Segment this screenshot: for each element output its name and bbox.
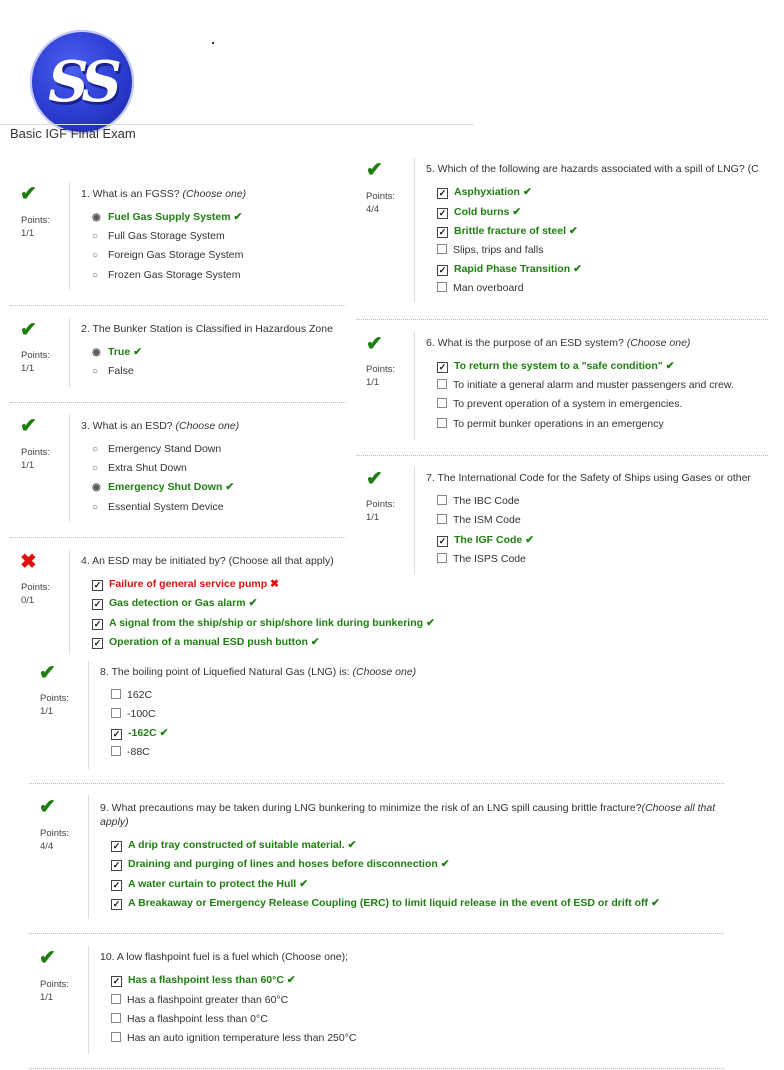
incorrect-x-icon: ✖	[20, 551, 37, 573]
correct-mark-icon: ✔	[440, 858, 450, 870]
incorrect-mark-icon: ✖	[270, 578, 279, 590]
points-value: 4/4	[40, 841, 54, 852]
radio-icon: ○	[92, 502, 99, 513]
divider	[414, 158, 415, 302]
points	[366, 190, 395, 216]
divider	[69, 550, 70, 654]
checkbox-icon	[437, 495, 447, 505]
separator	[10, 305, 346, 307]
q9-option-1[interactable]: ✓ A drip tray constructed of suitable material. ✔	[112, 839, 357, 851]
q3-option-3[interactable]: ◉ Emergency Shut Down ✔	[92, 481, 235, 493]
divider	[414, 332, 415, 440]
separator	[10, 537, 346, 539]
divider	[88, 946, 89, 1054]
points-label: Points:	[366, 191, 396, 202]
checkbox-icon	[437, 418, 447, 428]
q8-option-4[interactable]: -88C	[111, 745, 150, 759]
correct-mark-icon: ✔	[525, 534, 535, 546]
q3-option-2[interactable]: ○ Extra Shut Down	[92, 462, 187, 474]
points-label: Points:	[40, 979, 70, 990]
radio-selected-icon: ◉	[92, 482, 101, 493]
q6-option-2[interactable]: To initiate a general alarm and muster passengers and crew.	[437, 378, 734, 392]
divider	[88, 661, 89, 769]
separator	[29, 933, 724, 935]
q4-option-4[interactable]: ✓ Operation of a manual ESD push button ✔	[93, 636, 320, 648]
correct-mark-icon: ✔	[522, 186, 532, 198]
q10-option-1[interactable]: ✓ Has a flashpoint less than 60°C ✔	[112, 974, 296, 986]
checkbox-icon	[111, 746, 121, 756]
q6-option-1[interactable]: ✓ To return the system to a "safe condition" ✔	[438, 360, 675, 372]
points-label: Points:	[21, 215, 51, 226]
correct-mark-icon: ✔	[347, 839, 357, 851]
correct-check-icon: ✔	[366, 468, 383, 490]
points-value: 1/1	[366, 512, 380, 523]
radio-icon: ○	[92, 250, 99, 261]
correct-mark-icon: ✔	[651, 897, 660, 909]
question-7-text: 7. The International Code for the Safety of Ships using Gases or other	[426, 472, 751, 484]
q5-option-4[interactable]: Slips, trips and falls	[437, 243, 543, 257]
checkbox-icon	[437, 244, 447, 254]
logo	[30, 30, 134, 134]
points-label: Points:	[21, 350, 51, 361]
separator	[10, 402, 346, 404]
checkbox-checked-icon: ✓	[438, 227, 447, 237]
correct-mark-icon: ✔	[573, 263, 582, 275]
points-value: 0/1	[21, 595, 35, 606]
divider	[69, 414, 70, 522]
points-value: 1/1	[21, 228, 35, 239]
q9-option-2[interactable]: ✓ Draining and purging of lines and hoses before disconnection ✔	[112, 858, 450, 870]
q3-option-4[interactable]: ○ Essential System Device	[92, 501, 224, 513]
q2-option-1[interactable]: ◉ True ✔	[92, 346, 142, 358]
checkbox-checked-icon: ✓	[112, 729, 121, 739]
checkbox-checked-icon: ✓	[112, 841, 121, 851]
correct-check-icon: ✔	[39, 662, 56, 684]
q7-option-3[interactable]: ✓ The IGF Code ✔	[438, 534, 535, 546]
checkbox-checked-icon: ✓	[112, 899, 121, 909]
correct-mark-icon: ✔	[426, 617, 435, 629]
q5-option-3[interactable]: ✓ Brittle fracture of steel ✔	[438, 225, 578, 237]
checkbox-icon	[437, 553, 447, 563]
correct-check-icon: ✔	[20, 319, 37, 341]
q4-option-3[interactable]: ✓ A signal from the ship/ship or ship/shore link during bunkering ✔	[93, 617, 435, 629]
radio-icon: ○	[92, 231, 99, 242]
checkbox-icon	[111, 689, 121, 699]
checkbox-checked-icon: ✓	[112, 880, 121, 890]
correct-check-icon: ✔	[366, 159, 383, 181]
question-4-text: 4. An ESD may be initiated by? (Choose all that apply)	[81, 555, 334, 567]
q8-option-1[interactable]: 162C	[111, 688, 152, 702]
points-value: 1/1	[40, 992, 54, 1003]
title-divider	[0, 124, 474, 125]
checkbox-icon	[111, 1032, 121, 1042]
checkbox-checked-icon: ✓	[438, 265, 447, 275]
checkbox-checked-icon: ✓	[438, 536, 447, 546]
points-label: Points:	[21, 447, 51, 458]
q5-option-1[interactable]: ✓ Asphyxiation ✔	[438, 186, 532, 198]
checkbox-icon	[437, 398, 447, 408]
checkbox-icon	[111, 1013, 121, 1023]
q4-option-2[interactable]: ✓ Gas detection or Gas alarm ✔	[93, 597, 258, 609]
points	[21, 446, 50, 472]
question-9-text: 9. What precautions may be taken during LNG bunkering to minimize the risk of an LNG spill causing brittle fracture?(Choose all that apply)	[100, 802, 716, 828]
radio-icon: ○	[92, 366, 99, 377]
divider	[69, 318, 70, 388]
question-5-text: 5. Which of the following are hazards associated with a spill of LNG? (C	[426, 163, 759, 175]
q5-option-6[interactable]: Man overboard	[437, 281, 524, 295]
points	[40, 827, 69, 853]
correct-mark-icon: ✔	[569, 225, 578, 237]
points	[366, 363, 395, 389]
correct-check-icon: ✔	[39, 796, 56, 818]
q6-option-3[interactable]: To prevent operation of a system in emergencies.	[437, 397, 682, 411]
q8-option-2[interactable]: -100C	[111, 707, 156, 721]
divider	[69, 182, 70, 290]
q1-option-2[interactable]: ○ Full Gas Storage System	[92, 230, 225, 242]
checkbox-icon	[437, 282, 447, 292]
points	[40, 978, 69, 1004]
checkbox-checked-icon: ✓	[112, 976, 121, 986]
decorative-dot	[212, 42, 214, 44]
question-6-text: 6. What is the purpose of an ESD system? (Choose one)	[426, 337, 691, 349]
checkbox-icon	[111, 994, 121, 1004]
separator	[356, 455, 768, 457]
checkbox-checked-icon: ✓	[93, 599, 102, 609]
checkbox-checked-icon: ✓	[438, 188, 447, 198]
checkbox-checked-icon: ✓	[93, 638, 102, 648]
question-8-text: 8. The boiling point of Liquefied Natural Gas (LNG) is: (Choose one)	[100, 666, 417, 678]
q9-option-3[interactable]: ✓ A water curtain to protect the Hull ✔	[112, 878, 309, 890]
correct-mark-icon: ✔	[248, 597, 258, 609]
radio-selected-icon: ◉	[92, 347, 101, 358]
q5-option-5[interactable]: ✓ Rapid Phase Transition ✔	[438, 263, 582, 275]
correct-mark-icon: ✔	[225, 481, 235, 493]
correct-check-icon: ✔	[20, 415, 37, 437]
points-value: 1/1	[366, 377, 380, 388]
points-value: 1/1	[21, 460, 35, 471]
q1-option-1[interactable]: ◉ Fuel Gas Supply System ✔	[92, 211, 243, 223]
q10-option-2[interactable]: Has a flashpoint greater than 60°C	[111, 993, 288, 1007]
correct-mark-icon: ✔	[159, 727, 169, 739]
correct-mark-icon: ✔	[133, 346, 142, 358]
checkbox-checked-icon: ✓	[112, 860, 121, 870]
points-value: 4/4	[366, 204, 380, 215]
radio-selected-icon: ◉	[92, 212, 101, 223]
checkbox-icon	[437, 379, 447, 389]
radio-icon: ○	[92, 444, 99, 455]
correct-check-icon: ✔	[366, 333, 383, 355]
q10-option-4[interactable]: Has an auto ignition temperature less than 250°C	[111, 1031, 357, 1045]
correct-mark-icon: ✔	[286, 974, 296, 986]
question-2-text: 2. The Bunker Station is Classified in Hazardous Zone	[81, 323, 333, 335]
checkbox-checked-icon: ✓	[438, 208, 447, 218]
checkbox-checked-icon: ✓	[93, 580, 102, 590]
separator	[356, 319, 768, 321]
page-title: Basic IGF Final Exam	[10, 126, 136, 141]
points-label: Points:	[40, 828, 70, 839]
points	[366, 498, 395, 524]
correct-mark-icon: ✔	[665, 360, 675, 372]
correct-mark-icon: ✔	[310, 636, 320, 648]
question-3-text: 3. What is an ESD? (Choose one)	[81, 420, 240, 432]
points	[40, 692, 69, 718]
checkbox-icon	[437, 514, 447, 524]
points-label: Points:	[40, 693, 70, 704]
points-label: Points:	[21, 582, 51, 593]
q7-option-2[interactable]: The ISM Code	[437, 513, 521, 527]
points-value: 1/1	[21, 363, 35, 374]
points-label: Points:	[366, 364, 396, 375]
points	[21, 349, 50, 375]
correct-mark-icon: ✔	[299, 878, 309, 890]
q4-option-1[interactable]: ✓ Failure of general service pump ✖	[93, 578, 279, 590]
q7-option-4[interactable]: The ISPS Code	[437, 552, 526, 566]
points-value: 1/1	[40, 706, 54, 717]
correct-mark-icon: ✔	[512, 206, 522, 218]
radio-icon: ○	[92, 463, 99, 474]
q7-option-1[interactable]: The IBC Code	[437, 494, 520, 508]
correct-check-icon: ✔	[20, 183, 37, 205]
correct-check-icon: ✔	[39, 947, 56, 969]
question-1-text: 1. What is an FGSS? (Choose one)	[81, 188, 247, 200]
q1-option-3[interactable]: ○ Foreign Gas Storage System	[92, 249, 244, 261]
points	[21, 581, 50, 607]
divider	[414, 467, 415, 575]
points	[21, 214, 50, 240]
checkbox-checked-icon: ✓	[93, 619, 102, 629]
q8-option-3[interactable]: ✓ -162C ✔	[112, 727, 169, 739]
checkbox-checked-icon: ✓	[438, 362, 447, 372]
q9-option-4[interactable]: ✓ A Breakaway or Emergency Release Coupling (ERC) to limit liquid release in the event of ESD or drift off ✔	[112, 897, 660, 909]
q5-option-2[interactable]: ✓ Cold burns ✔	[438, 206, 522, 218]
q10-option-3[interactable]: Has a flashpoint less than 0°C	[111, 1012, 268, 1026]
q3-option-1[interactable]: ○ Emergency Stand Down	[92, 443, 222, 455]
q1-option-4[interactable]: ○ Frozen Gas Storage System	[92, 269, 241, 281]
radio-icon: ○	[92, 270, 99, 281]
q6-option-4[interactable]: To permit bunker operations in an emergency	[437, 417, 664, 431]
separator	[29, 783, 724, 785]
checkbox-icon	[111, 708, 121, 718]
divider	[88, 795, 89, 919]
q2-option-2[interactable]: ○ False	[92, 365, 134, 377]
correct-mark-icon: ✔	[233, 211, 243, 223]
logo-text: SS	[48, 49, 116, 115]
question-10-text: 10. A low flashpoint fuel is a fuel which (Choose one);	[100, 951, 349, 963]
points-label: Points:	[366, 499, 396, 510]
